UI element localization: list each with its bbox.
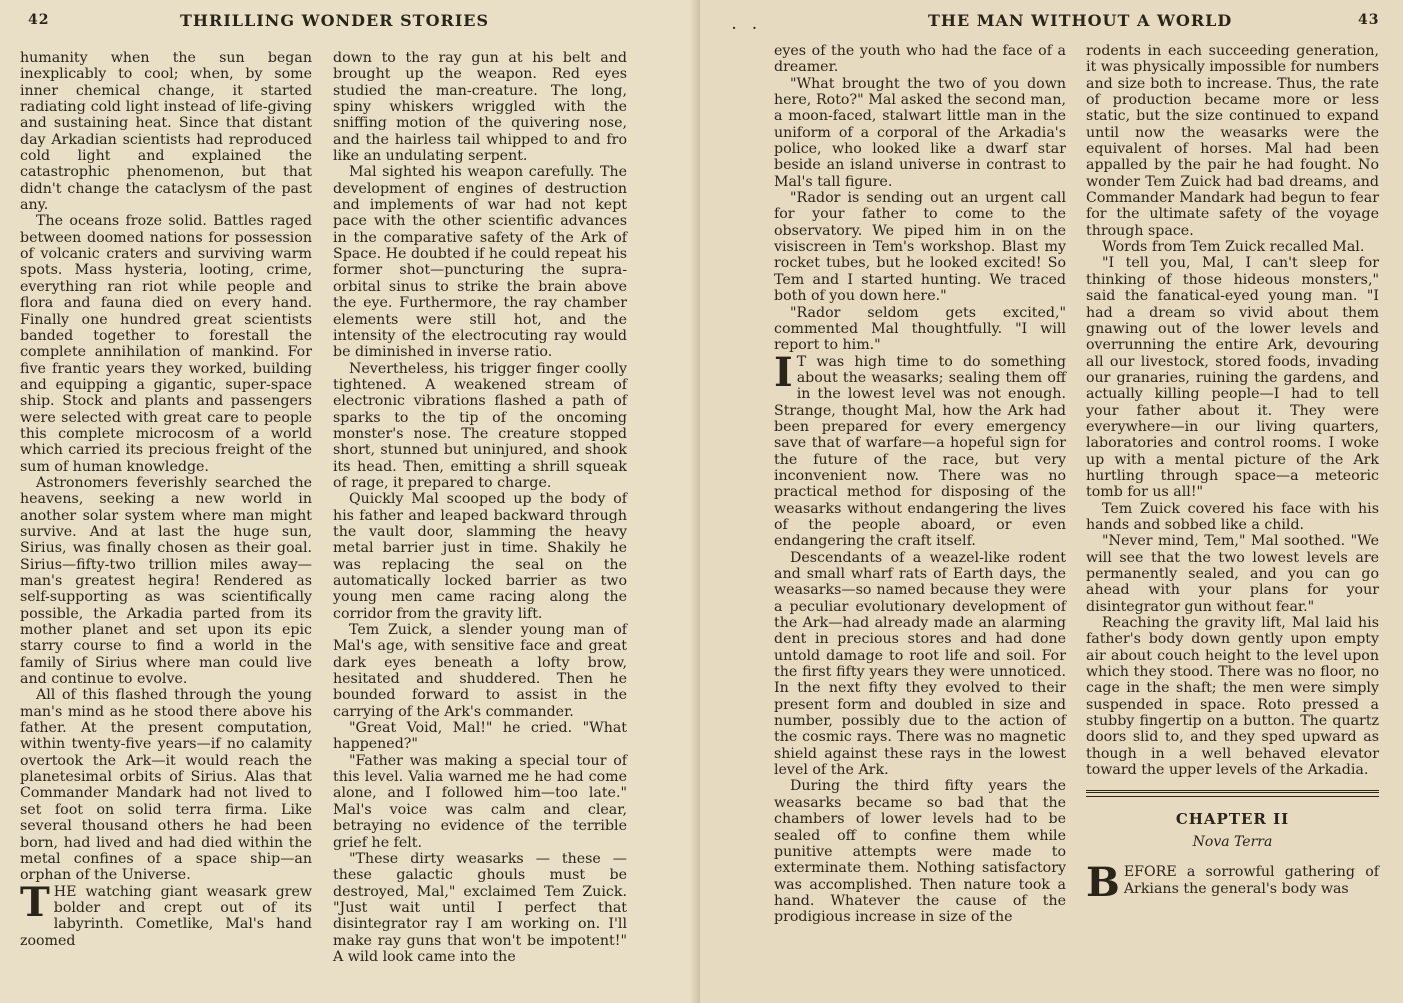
- paragraph-text: T was high time to do something about the weasarks; sealing them off in the lowest level was not enough. Strange, thought Mal, how the Ark had been prepared for every emergency save that of warfare—a hopeful sign for the future of the race, but very inconvenient now. There was no practical method for disposing of the weasarks without endangering the lives of the people aboard, or even endangering the craft itself.: [774, 353, 1066, 550]
- left-column-1: [20, 50, 312, 949]
- paragraph: [774, 43, 1066, 76]
- paragraph-text: HE watching giant weasark grew bolder and crept out of its labyrinth. Cometlike, Mal's hand zoomed: [20, 883, 312, 949]
- paragraph: [20, 475, 312, 687]
- right-running-head: [700, 8, 1403, 32]
- chapter-opening-paragraph: [1086, 859, 1379, 907]
- paragraph: [1086, 43, 1379, 239]
- paragraph-text: Tem Zuick covered his face with his hands and sobbed like a child.: [1086, 500, 1379, 533]
- left-page: [0, 0, 700, 1003]
- paragraph: [774, 305, 1066, 354]
- paragraph-text: "Father was making a special tour of this level. Valia warned me he had come alone, and I followed him—too late." Mal's voice was calm and clear, betraying no evidence of the terrible grief he felt.: [333, 752, 627, 851]
- paragraph-text: down to the ray gun at his belt and brought up the weapon. Red eyes studied the man-creature. The long, spiny whiskers wriggled with the sniffing motion of the quivering nose, and the hairless tail whipped to and fro like an undulating serpent.: [333, 50, 627, 165]
- paragraph-text: "Never mind, Tem," Mal soothed. "We will see that the two lowest levels are permanently sealed, and you can go ahead with your plans for your disintegrator gun without fear.": [1086, 533, 1379, 615]
- chapter-title: CHAPTER II: [1175, 810, 1290, 829]
- paragraph-text: "Great Void, Mal!" he cried. "What happened?": [333, 720, 627, 753]
- paragraph-text: During the third fifty years the weasarks became so bad that the chambers of lower levels had to be sealed off to confine them while punitive attempts were made to exterminate them. Nothing satisfactory was accomplished. Then nature took a hand. Whatever the cause of the prodigious increase in size of the: [774, 778, 1066, 926]
- left-page-number: 42: [28, 12, 50, 28]
- paragraph: [333, 164, 627, 360]
- paragraph: [333, 50, 627, 164]
- paragraph: [333, 361, 627, 492]
- paragraph-text: Reaching the gravity lift, Mal laid his father's body down gently upon empty air about couch height to the level upon which they stood. There was no floor, no cage in the shaft; the men were simply suspended in space. Roto pressed a stubby fingertip on a button. The quartz doors slid to, and they sped upward as though in a well behaved elevator toward the upper levels of the Arkadia.: [1086, 615, 1379, 779]
- paragraph: [20, 213, 312, 475]
- left-running-title: THRILLING WONDER STORIES: [180, 11, 490, 30]
- paragraph-text: eyes of the youth who had the face of a dreamer.: [774, 43, 1066, 76]
- paragraph-text: Descendants of a weazel-like rodent and small wharf rats of Earth days, the weasarks—so named because they were a peculiar evolutionary development of the Ark—had already made an alarming dent in precious stores and had done untold damage to root life and soil. For the first fifty years they were unnoticed. In the next fifty they evolved to their present form and doubled in size and number, possibly due to the action of the cosmic rays. There was no magnetic shield against these rays in the lowest level of the Ark.: [774, 549, 1066, 779]
- left-running-head: [0, 8, 700, 32]
- paragraph: [20, 878, 312, 949]
- paragraph: [333, 622, 627, 720]
- paragraph: [774, 348, 1066, 550]
- paragraph: [333, 491, 627, 622]
- paragraph: [774, 550, 1066, 779]
- right-running-title: THE MAN WITHOUT A WORLD: [928, 11, 1233, 30]
- paragraph-text: "I tell you, Mal, I can't sleep for thinking of those hideous monsters," said the fanatical-eyed young man. "I had a dream so vivid about them gnawing out of the lower levels and overrunning the entire Ark, devouring all our livestock, stored foods, invading our granaries, ruining the gardens, and actually killing people—I had to tell your father about it. They were everywhere—in our living quarters, laboratories and control rooms. I woke up with a mental picture of the Ark hurtling through space—a meteoric tomb for us all!": [1086, 255, 1379, 501]
- paragraph: [774, 778, 1066, 925]
- paragraph-text: "What brought the two of you down here, Roto?" Mal asked the second man, a moon-faced, stalwart little man in the uniform of a corporal of the Arkadia's police, who looked like a dwarf star beside an island universe in contrast to Mal's tall figure.: [774, 75, 1066, 190]
- right-column-2: [1086, 43, 1379, 907]
- paragraph-text: Nevertheless, his trigger finger coolly tightened. A weakened stream of electronic vibrations flashed a path of sparks to the tip of the oncoming monster's nose. The creature stopped short, stunned but uninjured, and shook its head. Then, emitting a shrill squeak of rage, it prepared to charge.: [333, 360, 627, 491]
- chapter-opening-text: EFORE a sorrowful gathering of Arkians the general's body was: [1123, 864, 1379, 897]
- paragraph-text: Tem Zuick, a slender young man of Mal's age, with sensitive face and great dark eyes beneath a lofty brow, hesitated and shuddered. Then he bounded forward to assist in the carrying of the Ark's commander.: [333, 622, 627, 720]
- paragraph: [1086, 501, 1379, 534]
- paragraph-text: Quickly Mal scooped up the body of his father and leaped backward through the vault door, slamming the heavy metal barrier just in time. Shakily he was replacing the seal on the automatically locked barrier as two young men came racing along the corridor from the gravity lift.: [333, 491, 627, 622]
- drop-cap: B: [1086, 859, 1120, 907]
- chapter-rule: [1086, 790, 1379, 797]
- paragraph: [1086, 533, 1379, 615]
- drop-cap: I: [774, 348, 793, 396]
- paragraph-text: The oceans froze solid. Battles raged between doomed nations for possession of volcanic craters and surviving warm spots. Mass hysteria, looting, crime, everything ran riot while people and flora and fauna died on every hand. Finally one hundred great scientists banded together to forestall the complete annihilation of mankind. For five frantic years they worked, building and equipping a gigantic, super-space ship. Stock and plants and passengers were selected with great care to people this complete microcosm of a world which carried its precious freight of the sum of human knowledge.: [20, 213, 312, 475]
- paragraph-text: Words from Tem Zuick recalled Mal.: [1102, 239, 1365, 256]
- right-column-1: [774, 43, 1066, 926]
- drop-cap: T: [20, 878, 50, 926]
- paragraph: [333, 720, 627, 753]
- chapter-subtitle: Nova Terra: [1192, 833, 1273, 850]
- paragraph: [333, 753, 627, 851]
- paragraph-text: "Rador seldom gets excited," commented Mal thoughtfully. "I will report to him.": [774, 304, 1066, 354]
- paragraph: [774, 190, 1066, 304]
- paragraph-text: rodents in each succeeding generation, it was physically impossible for numbers and size both to increase. Thus, the rate of production became more or less static, but the size continued to expand until now the weasarks were the equivalent of horses. Mal had been appalled by the pair he had fought. No wonder Tem Zuick had bad dreams, and Commander Mandark had begun to fear for the ultimate safety of the voyage through space.: [1086, 43, 1379, 239]
- right-page-number: 43: [1358, 12, 1380, 28]
- paragraph-text: "Rador is sending out an urgent call for your father to come to the observatory. We piped him in on the visiscreen in Tem's workshop. Blast my rocket tubes, but he looked excited! So Tem and I started hunting. We traced both of you down here.": [774, 190, 1066, 305]
- left-column-2: [333, 50, 627, 965]
- paragraph-text: All of this flashed through the young man's mind as he stood there above his father. At the present computation, within twenty-five years—if no calamity overtook the Ark—it would reach the planetesimal orbits of Sirius. Alas that Commander Mandark had not lived to set foot on solid terra firma. Like several thousand others he had been born, had lived and had died within the metal confines of a space ship—an orphan of the Universe.: [20, 687, 312, 884]
- paragraph: [774, 76, 1066, 190]
- paragraph-text: "These dirty weasarks — these — these galactic ghouls must be destroyed, Mal," exclaimed Tem Zuick. "Just wait until I perfect that disintegrator ray I am working on. I'll make ray guns that won't be impotent!" A wild look came into the: [333, 850, 627, 965]
- paragraph-text: Mal sighted his weapon carefully. The development of engines of destruction and implements of war had not kept pace with the other scientific advances in the comparative safety of the Ark of Space. He doubted if he could repeat his former shot—puncturing the supra-orbital sinus to strike the brain above the eye. Furthermore, the ray chamber elements were still hot, and the intensity of the electrocuting ray would be diminished in inverse ratio.: [333, 164, 627, 361]
- right-page: [700, 0, 1403, 1003]
- paragraph: [1086, 615, 1379, 778]
- paragraph: [1086, 239, 1379, 255]
- paragraph: [20, 50, 312, 213]
- paragraph-text: humanity when the sun began inexplicably to cool; when, by some inner chemical change, it started radiating cold light instead of life-giving and sustaining heat. Since that distant day Arkadian scientists had reproduced cold light and explained the catastrophic phenomenon, but that didn't change the cataclysm of the past any.: [20, 50, 312, 214]
- gutter-dots: . .: [732, 18, 763, 32]
- paragraph: [1086, 255, 1379, 500]
- paragraph-text: Astronomers feverishly searched the heavens, seeking a new world in another solar system where man might survive. And at last the huge sun, Sirius, was finally chosen as their goal. Sirius—fifty-two trillion miles away—man's greatest hegira! Rendered as self-supporting as was scientifically possible, the Arkadia parted from its mother planet and set upon its epic starry course to find a world in the family of Sirius where man could live and continue to evolve.: [20, 474, 312, 688]
- paragraph: [333, 851, 627, 965]
- paragraph: [20, 687, 312, 883]
